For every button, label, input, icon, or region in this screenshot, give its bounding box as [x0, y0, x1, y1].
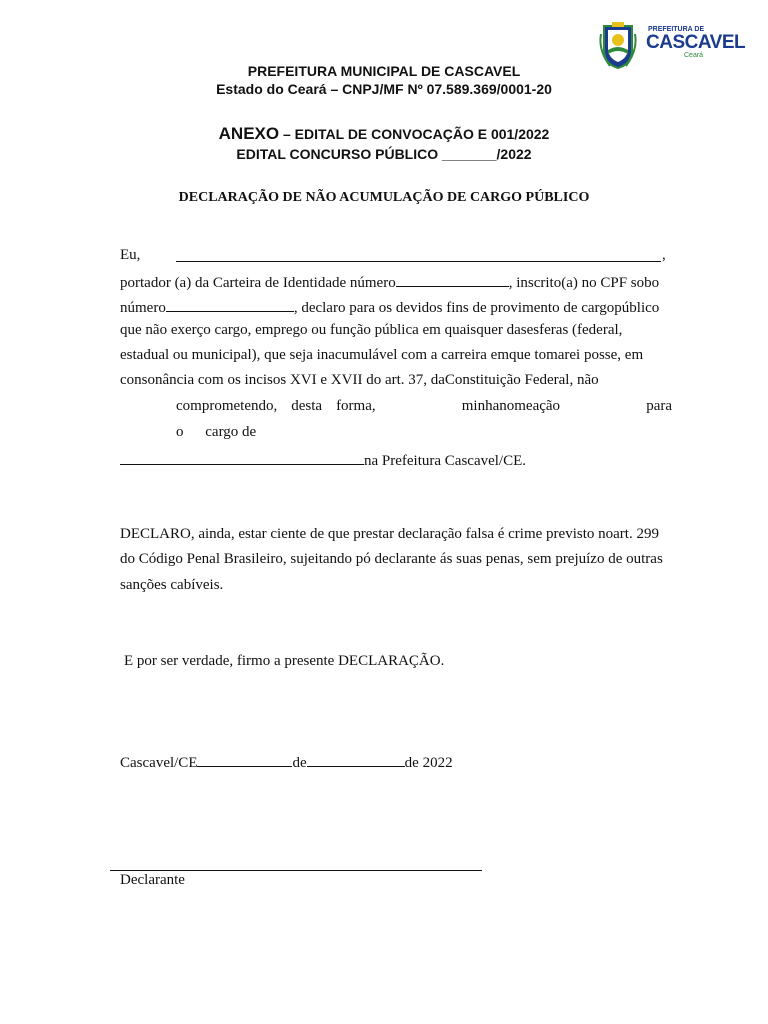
eu-label: Eu,	[120, 247, 141, 263]
day-blank[interactable]	[197, 752, 292, 767]
month-blank[interactable]	[307, 752, 405, 767]
edital-blank: _______	[442, 146, 497, 162]
date-place: Cascavel/CE	[120, 755, 198, 771]
word-desta: desta	[291, 398, 323, 414]
signature-label: Declarante	[120, 872, 185, 888]
declaro-line-1: DECLARO, ainda, estar ciente de que prestar declaração falsa é crime previsto noart. 299	[120, 526, 659, 542]
word-forma: forma,	[336, 398, 376, 414]
cpf-line	[120, 297, 659, 317]
name-comma: ,	[662, 247, 666, 263]
word-cargo-de: cargo de	[205, 424, 257, 440]
logo-line2: CASCAVEL	[646, 32, 746, 53]
edital-suffix: /2022	[496, 146, 532, 162]
cpf-suffix: , declaro para os devidos fins de provimento de cargopúblico	[293, 300, 660, 316]
edital-prefix: EDITAL CONCURSO PÚBLICO	[236, 146, 439, 162]
date-line	[120, 752, 453, 772]
word-nomeacao: minhanomeação	[461, 398, 561, 414]
cargo-suffix: na Prefeitura Cascavel/CE.	[364, 453, 527, 469]
annex-heading	[0, 124, 768, 144]
body-line-2: estadual ou municipal), que seja inacumulável com a carreira emque tomarei posse, em	[120, 347, 644, 363]
signature-line[interactable]	[110, 870, 482, 871]
logo-line3: Ceará	[684, 52, 704, 59]
annex-rest: – EDITAL DE CONVOCAÇÃO E 001/2022	[283, 126, 550, 142]
annex-word: ANEXO	[218, 124, 280, 143]
indent-line-1	[176, 398, 672, 415]
word-o: o	[176, 424, 184, 440]
indent-group-a	[176, 398, 376, 415]
cargo-line	[120, 450, 526, 470]
name-line	[120, 247, 687, 267]
name-blank[interactable]	[176, 247, 661, 262]
verdade-statement: E por ser verdade, firmo a presente DECLARAÇÃO.	[124, 653, 445, 669]
body-line-1: que não exerço cargo, emprego ou função pública em quaisquer dasesferas (federal,	[120, 322, 623, 338]
date-de-2: de 2022	[404, 755, 453, 771]
declaro-line-2: do Código Penal Brasileiro, sujeitando pó declarante ás suas penas, sem prejuízo de outras	[120, 551, 663, 567]
id-number-blank[interactable]	[396, 272, 509, 287]
org-name: PREFEITURA MUNICIPAL DE CASCAVEL	[247, 63, 521, 79]
logo-line1: PREFEITURA DE	[648, 26, 705, 33]
declaration-title: DECLARAÇÃO DE NÃO ACUMULAÇÃO DE CARGO PÚBLICO	[178, 190, 590, 205]
word-comprometendo: comprometendo,	[176, 398, 278, 414]
date-de-1: de	[292, 755, 307, 771]
cpf-prefix: número	[120, 300, 166, 316]
word-para: para	[646, 398, 672, 414]
edital-heading	[0, 146, 768, 162]
cpf-number-blank[interactable]	[166, 297, 294, 312]
state-cnpj: Estado do Ceará – CNPJ/MF Nº 07.589.369/0001-20	[216, 81, 552, 97]
id-prefix: portador (a) da Carteira de Identidade número	[120, 275, 396, 291]
body-line-3: consonância com os incisos XVI e XVII do art. 37, daConstituição Federal, não	[120, 372, 599, 388]
indent-line-2	[176, 424, 256, 441]
declaro-line-3: sanções cabíveis.	[120, 577, 224, 593]
id-suffix: , inscrito(a) no CPF sobo	[508, 275, 660, 291]
id-line	[120, 272, 659, 292]
cargo-blank[interactable]	[120, 450, 364, 465]
